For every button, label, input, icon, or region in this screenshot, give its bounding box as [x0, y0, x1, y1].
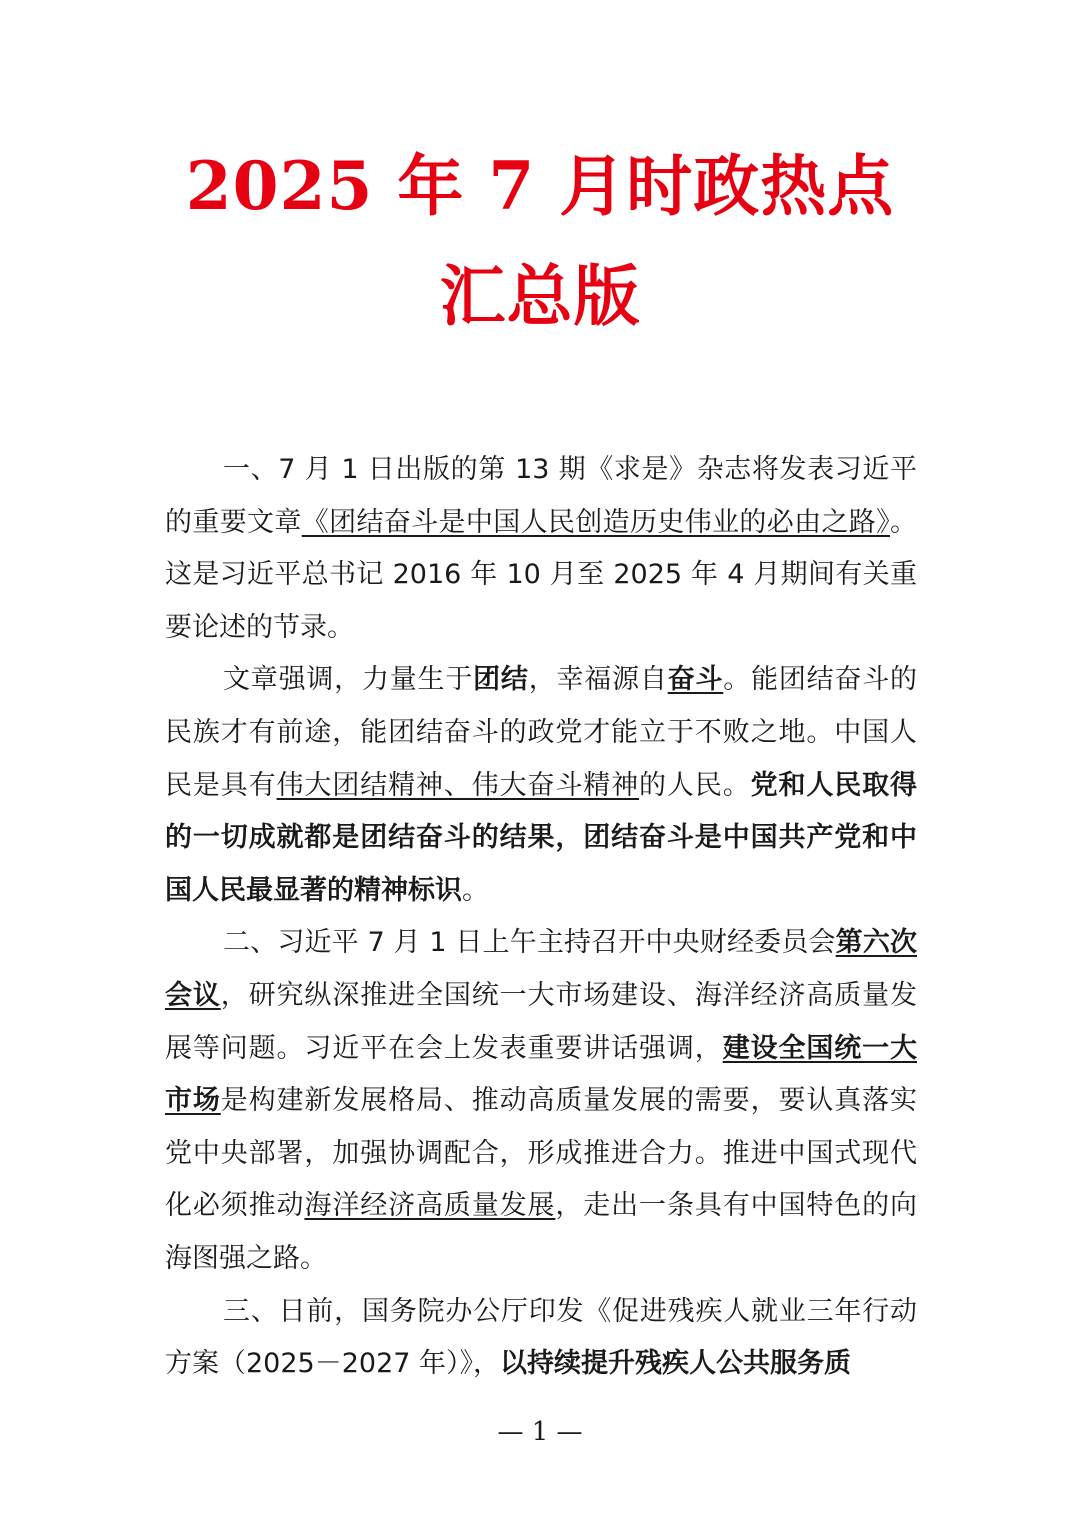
bold-underline-keyword: 建设全国统一大市场 [165, 1032, 918, 1117]
text-segment: ，幸福源自 [528, 664, 668, 696]
underline-keyword: 伟大团结精神、伟大奋斗精神 [276, 769, 640, 801]
bold-sentence: 党和人民取得的一切成就都是团结奋斗的结果，团结奋斗是中国共产党和中国人民最显著的精神标识 [165, 769, 918, 906]
text-segment: 三、日前，国务院办公厅印发《促进残疾人就业三年行动方案（2025－2027 年）》， [165, 1295, 917, 1380]
text-segment: 。 [462, 874, 489, 906]
text-segment: 。这是习近平总书记 2016 年 10 月至 2025 年 4 月期间有关重要论述的节录。 [165, 506, 918, 643]
bold-underline-keyword: 第六次会议 [165, 927, 918, 1011]
text-segment: ，走出一条具有中国特色的向海图强之路。 [165, 1190, 918, 1274]
paragraph-2 [165, 654, 917, 917]
text-segment: 是构建新发展格局、推动高质量发展的需要，要认真落实党中央部署，加强协调配合，形成推进合力。推进中国式现代化必须推动 [165, 1085, 918, 1222]
page-number: — 1 — [497, 1417, 583, 1447]
paragraph-3 [165, 917, 917, 1285]
text-segment: 二、习近平 7 月 1 日上午主持召开中央财经委员会 [223, 927, 836, 959]
bold-underline-keyword: 奋斗 [667, 664, 724, 696]
text-segment: 的人民。 [639, 769, 751, 801]
document-body [165, 444, 917, 1391]
text-segment: ，研究纵深推进全国统一大市场建设、海洋经济高质量发展等问题。习近平在会上发表重要讲话强调， [165, 979, 918, 1064]
document-title-line-2: 汇总版 [439, 257, 641, 335]
document-title-line-1: 2025 年 7 月时政热点 [185, 147, 895, 225]
underline-keyword: 海洋经济高质量发展 [304, 1190, 556, 1222]
paragraph-4 [165, 1286, 917, 1391]
bold-sentence: 以持续提升残疾人公共服务质 [500, 1348, 852, 1380]
text-segment: 一、7 月 1 日出版的第 13 期《求是》杂志将发表习近平的重要文章 [165, 454, 917, 538]
text-segment: 。能团结奋斗的民族才有前途，能团结奋斗的政党才能立于不败之地。中国人民是具有 [165, 664, 918, 801]
text-segment: 文章强调，力量生于 [223, 664, 474, 696]
paragraph-1 [165, 444, 917, 654]
article-title-link: 《团结奋斗是中国人民创造历史伟业的必由之路》 [301, 506, 891, 538]
bold-keyword: 团结 [473, 664, 529, 696]
